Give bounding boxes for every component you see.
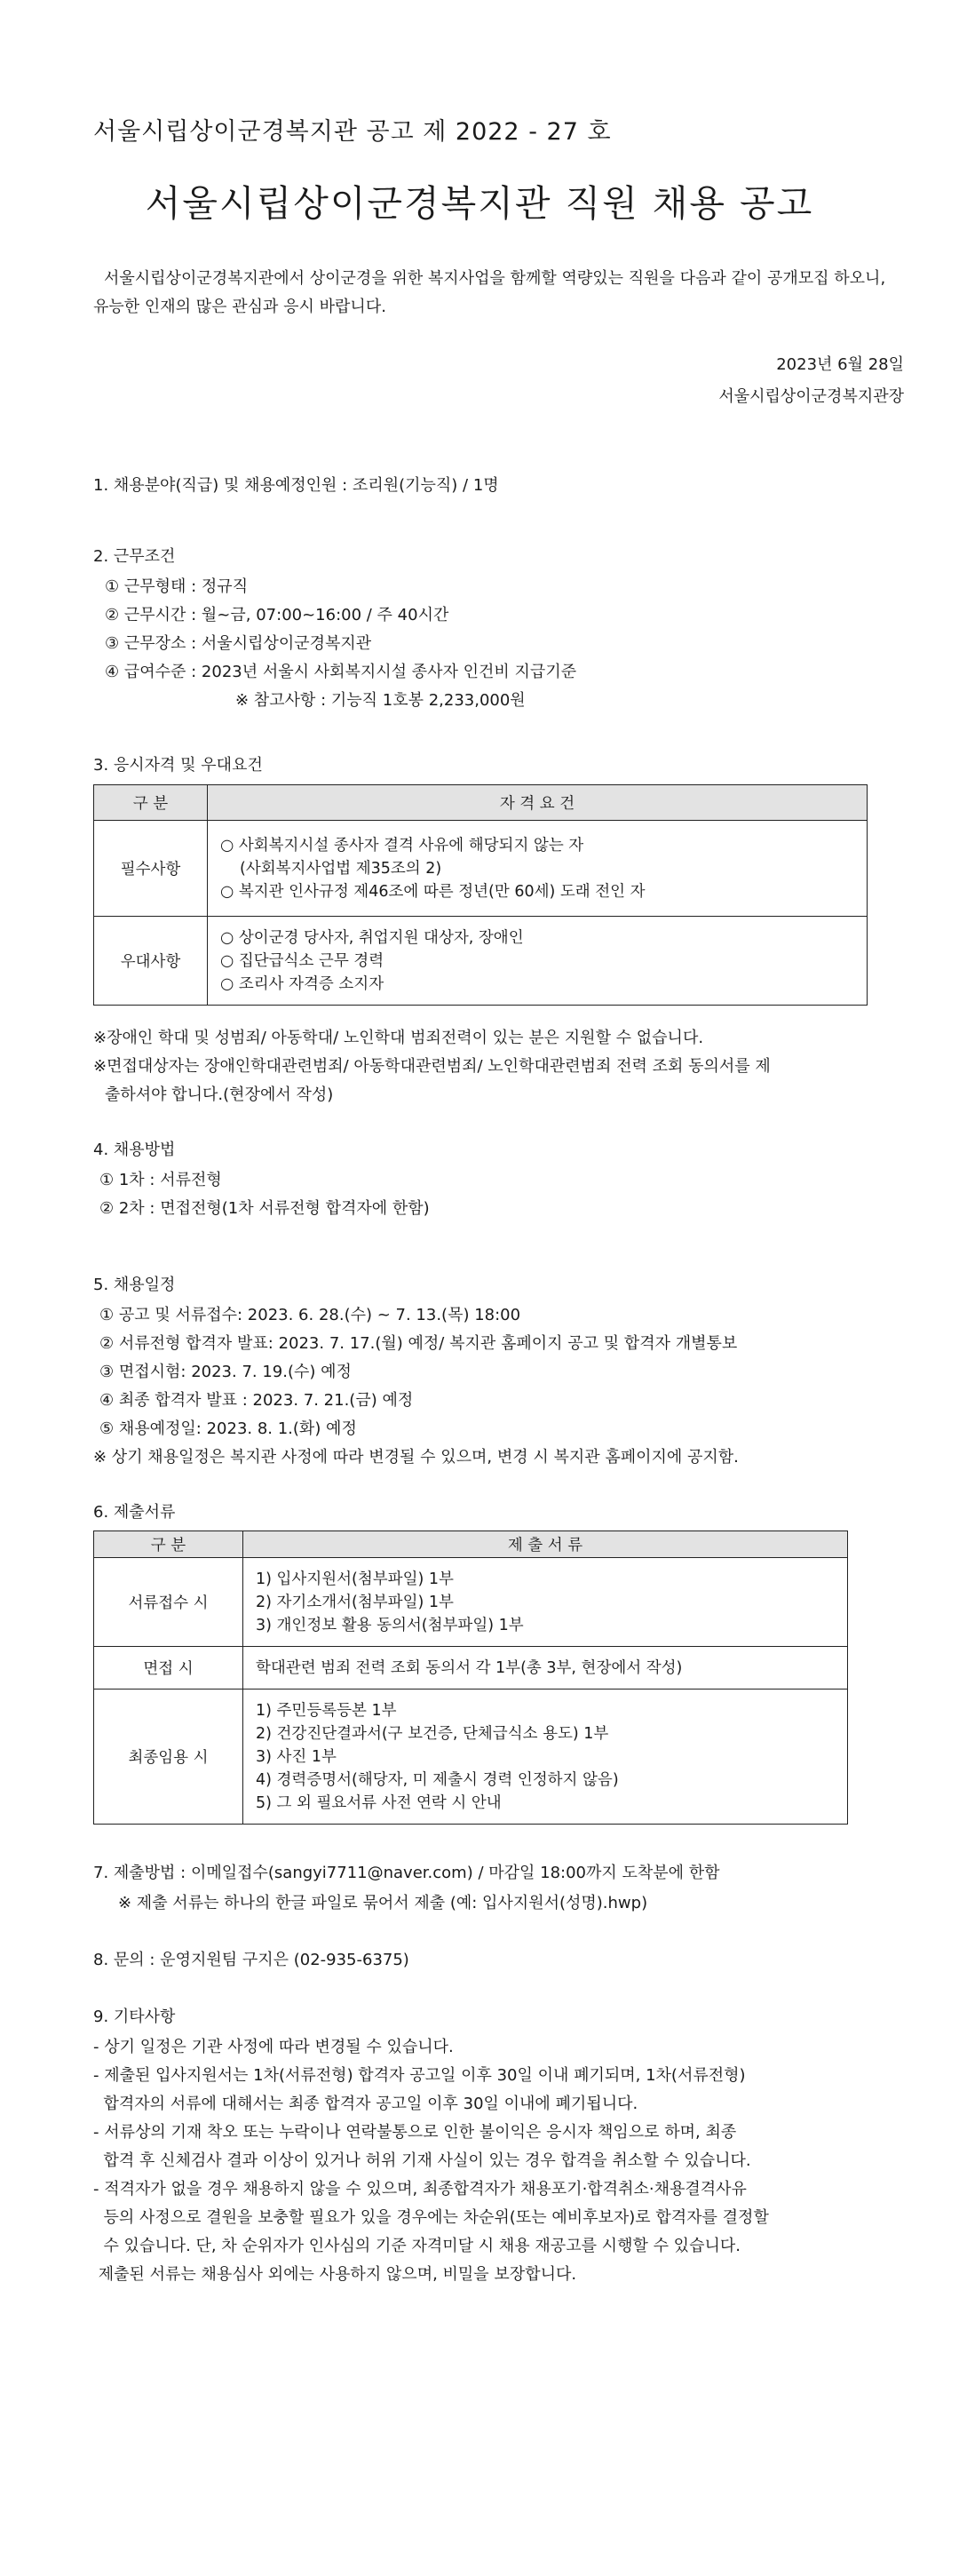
list-item: 학대관련 범죄 전력 조회 동의서 각 1부(총 3부, 현장에서 작성) [256, 1658, 683, 1677]
list-item: 2) 자기소개서(첨부파일) 1부 [256, 1593, 454, 1611]
documents-table [93, 1530, 848, 1825]
qualification-note: ※장애인 학대 및 성범죄/ 아동학대/ 노인학대 범죄전력이 있는 분은 지원할 수 없습니다. [93, 1029, 704, 1047]
table-row-label: 필수사항 [94, 821, 208, 917]
other-line: - 제출된 입사지원서는 1차(서류전형) 합격자 공고일 이후 30일 이내 폐기되며, 1차(서류전형) [93, 2066, 746, 2085]
table-header-cell: 구 분 [94, 785, 208, 821]
list-item: 3) 사진 1부 [256, 1747, 337, 1766]
table-row [94, 821, 868, 917]
condition-item: ④ 급여수준 : 2023년 서울시 사회복지시설 종사자 인건비 지급기준 [105, 663, 577, 681]
notice-number: 서울시립상이군경복지관 공고 제 2022 - 27 호 [93, 118, 612, 146]
table-row [94, 1690, 848, 1825]
list-item: 1) 입사지원서(첨부파일) 1부 [256, 1570, 454, 1588]
table-row [94, 917, 868, 1006]
list-item: ○ 집단급식소 근무 경력 [220, 951, 384, 970]
schedule-item: ④ 최종 합격자 발표 : 2023. 7. 21.(금) 예정 [99, 1391, 414, 1410]
notice-date: 2023년 6월 28일 [776, 355, 904, 374]
schedule-item: ⑤ 채용예정일: 2023. 8. 1.(화) 예정 [99, 1419, 357, 1438]
intro-paragraph: 서울시립상이군경복지관에서 상이군경을 위한 복지사업을 함께할 역량있는 직원을 다음과 같이 공개모집 하오니, 유능한 인재의 많은 관심과 응시 바랍니다. [93, 269, 886, 316]
section-other-heading: 9. 기타사항 [93, 2008, 176, 2026]
list-item: 3) 개인정보 활용 동의서(첨부파일) 1부 [256, 1616, 524, 1634]
other-line: - 적격자가 없을 경우 채용하지 않을 수 있으며, 최종합격자가 채용포기·합격취소·채용결격사유 [93, 2180, 747, 2198]
qualification-table [93, 784, 868, 1006]
other-line: 수 있습니다. 단, 차 순위자가 인사심의 기준 자격미달 시 채용 재공고를 시행할 수 있습니다. [93, 2237, 741, 2255]
table-row-content [208, 821, 868, 917]
method-item: ② 2차 : 면접전형(1차 서류전형 합격자에 한함) [99, 1199, 430, 1218]
other-line: - 서류상의 기재 착오 또는 누락이나 연락불통으로 인한 불이익은 응시자 책임으로 하며, 최종 [93, 2123, 737, 2142]
submission-note: ※ 제출 서류는 하나의 한글 파일로 묶어서 제출 (예: 입사지원서(성명).hwp) [118, 1894, 648, 1912]
table-row-label: 서류접수 시 [94, 1558, 243, 1647]
section-schedule-heading: 5. 채용일정 [93, 1276, 176, 1294]
list-item: (사회복지사업법 제35조의 2) [240, 859, 442, 878]
schedule-item: ③ 면접시험: 2023. 7. 19.(수) 예정 [99, 1363, 352, 1381]
table-row-label: 면접 시 [94, 1647, 243, 1690]
table-header-row [94, 785, 868, 821]
table-row-content [243, 1647, 848, 1690]
table-row-content [243, 1690, 848, 1825]
method-item: ① 1차 : 서류전형 [99, 1171, 222, 1189]
section-hiring-method-heading: 4. 채용방법 [93, 1141, 176, 1159]
list-item: ○ 복지관 인사규정 제46조에 따른 정년(만 60세) 도래 전인 자 [220, 882, 646, 901]
list-item: 2) 건강진단결과서(구 보건증, 단체급식소 용도) 1부 [256, 1724, 609, 1743]
other-line: 합격 후 신체검사 결과 이상이 있거나 허위 기재 사실이 있는 경우 합격을 취소할 수 있습니다. [93, 2151, 751, 2170]
section-documents-heading: 6. 제출서류 [93, 1503, 176, 1522]
table-row-label: 우대사항 [94, 917, 208, 1006]
page-title: 서울시립상이군경복지관 직원 채용 공고 [145, 182, 814, 225]
other-line: 제출된 서류는 채용심사 외에는 사용하지 않으며, 비밀을 보장합니다. [93, 2265, 577, 2284]
qualification-note: ※면접대상자는 장애인학대관련범죄/ 아동학대관련범죄/ 노인학대관련범죄 전력 조회 동의서를 제 [93, 1057, 771, 1076]
salary-note: ※ 참고사항 : 기능직 1호봉 2,233,000원 [235, 691, 526, 710]
table-row-label: 최종임용 시 [94, 1690, 243, 1825]
schedule-note: ※ 상기 채용일정은 복지관 사정에 따라 변경될 수 있으며, 변경 시 복지관 홈페이지에 공지함. [93, 1448, 739, 1467]
list-item: 5) 그 외 필요서류 사전 연락 시 안내 [256, 1793, 502, 1812]
table-header-cell: 자 격 요 건 [208, 785, 868, 821]
other-line: 합격자의 서류에 대해서는 최종 합격자 공고일 이후 30일 이내에 폐기됩니다. [93, 2095, 638, 2113]
qualification-note: 출하셔야 합니다.(현장에서 작성) [105, 1085, 334, 1104]
list-item: 4) 경력증명서(해당자, 미 제출시 경력 인정하지 않음) [256, 1770, 619, 1789]
section-hiring-field: 1. 채용분야(직급) 및 채용예정인원 : 조리원(기능직) / 1명 [93, 476, 499, 495]
table-header-cell: 구 분 [94, 1531, 243, 1558]
table-row-content [243, 1558, 848, 1647]
table-header-row [94, 1531, 848, 1558]
table-row-content [208, 917, 868, 1006]
other-line: - 상기 일정은 기관 사정에 따라 변경될 수 있습니다. [93, 2038, 454, 2056]
other-line: 등의 사정으로 결원을 보충할 필요가 있을 경우에는 차순위(또는 예비후보자)로 합격자를 결정할 [93, 2208, 769, 2227]
table-row [94, 1558, 848, 1647]
condition-item: ① 근무형태 : 정규직 [105, 577, 249, 596]
section-submission-method: 7. 제출방법 : 이메일접수(sangyi7711@naver.com) / 마감일 18:00까지 도착분에 한함 [93, 1864, 720, 1882]
list-item: ○ 사회복지시설 종사자 결격 사유에 해당되지 않는 자 [220, 836, 584, 855]
section-working-conditions-heading: 2. 근무조건 [93, 547, 176, 566]
list-item: 1) 주민등록등본 1부 [256, 1701, 397, 1720]
condition-item: ③ 근무장소 : 서울시립상이군경복지관 [105, 634, 372, 653]
table-row [94, 1647, 848, 1690]
condition-item: ② 근무시간 : 월~금, 07:00~16:00 / 주 40시간 [105, 606, 449, 624]
list-item: ○ 상이군경 당사자, 취업지원 대상자, 장애인 [220, 928, 524, 947]
list-item: ○ 조리사 자격증 소지자 [220, 974, 384, 993]
schedule-item: ① 공고 및 서류접수: 2023. 6. 28.(수) ~ 7. 13.(목) 18:00 [99, 1306, 521, 1324]
section-qualification-heading: 3. 응시자격 및 우대요건 [93, 756, 263, 775]
section-contact: 8. 문의 : 운영지원팀 구지은 (02-935-6375) [93, 1951, 409, 1969]
schedule-item: ② 서류전형 합격자 발표: 2023. 7. 17.(월) 예정/ 복지관 홈페이지 공고 및 합격자 개별통보 [99, 1334, 738, 1353]
table-header-cell: 제 출 서 류 [243, 1531, 848, 1558]
issuer: 서울시립상이군경복지관장 [718, 387, 904, 406]
